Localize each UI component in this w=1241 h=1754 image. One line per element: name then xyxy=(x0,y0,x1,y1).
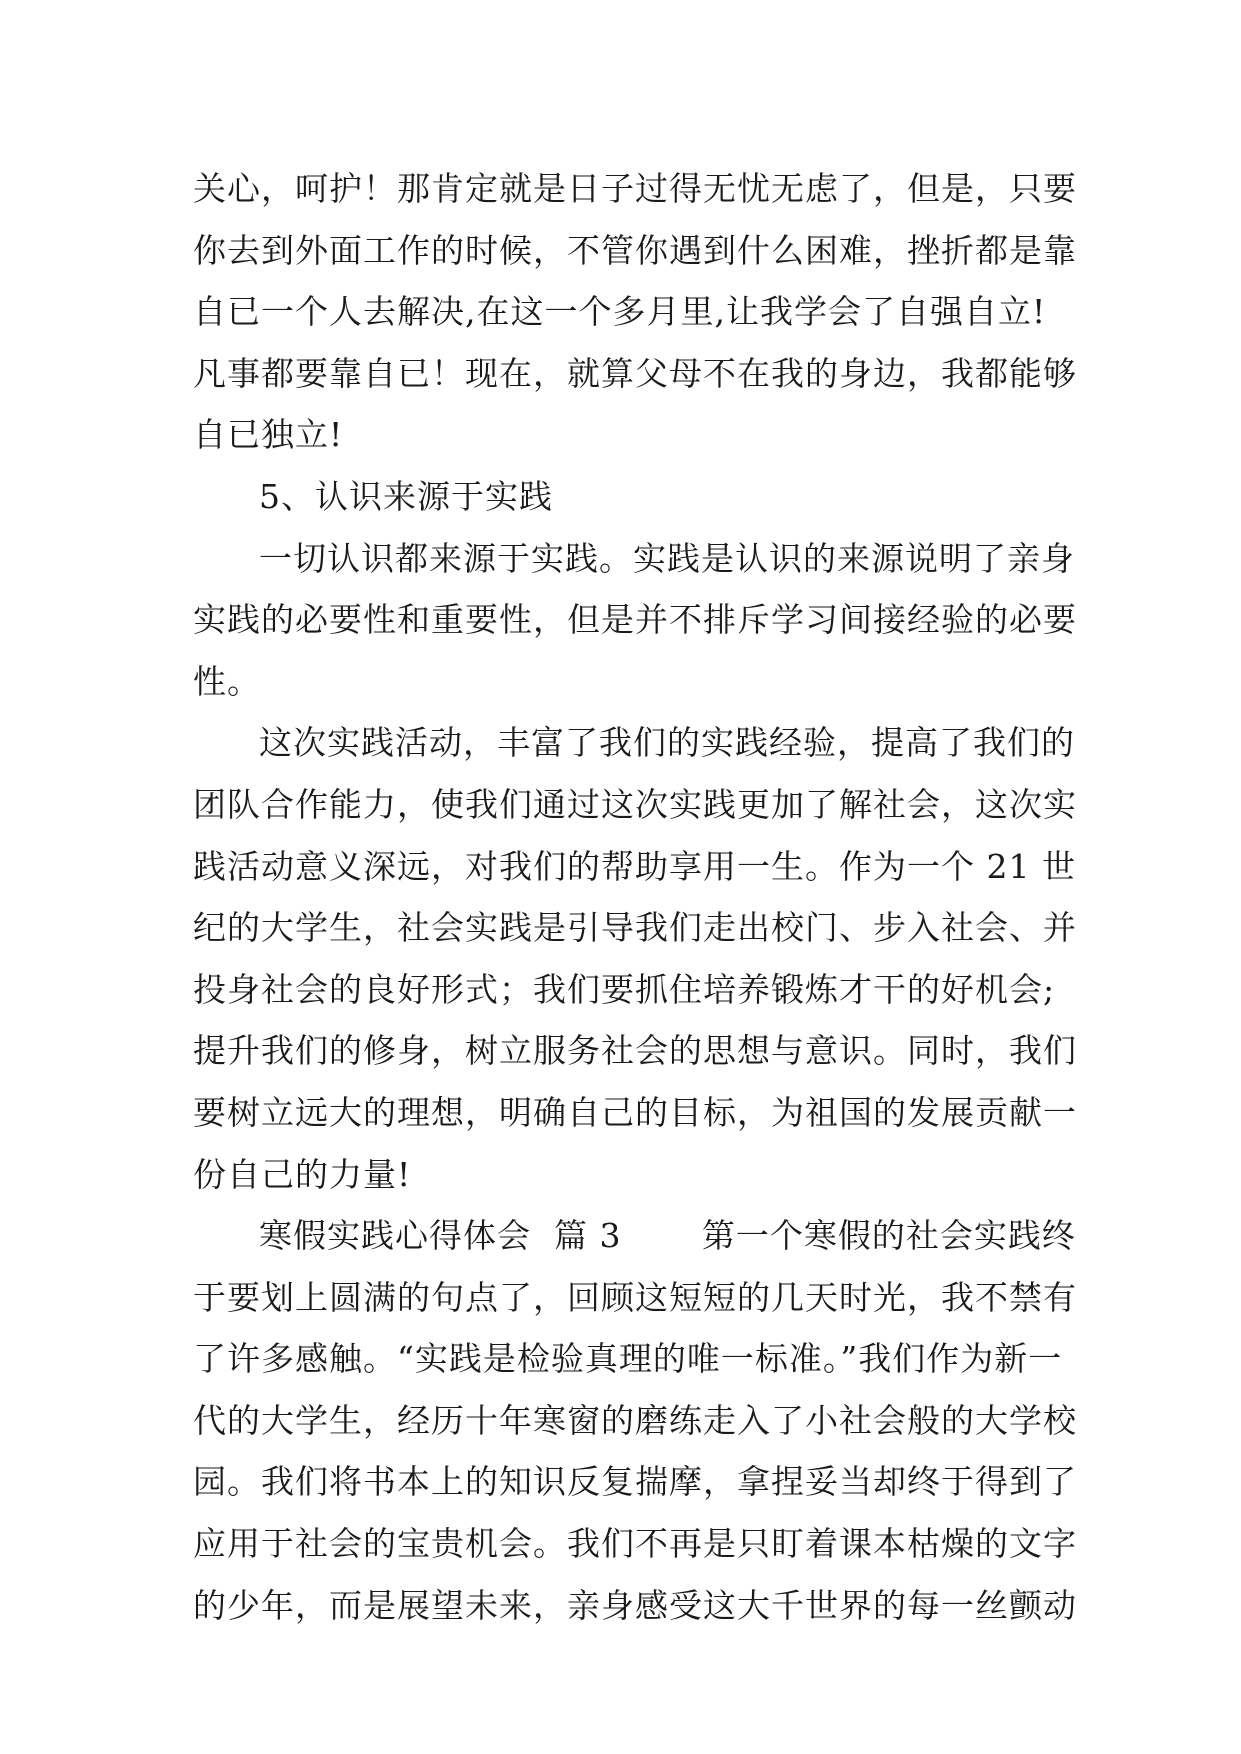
section-heading: 5、认识来源于实践 xyxy=(259,476,553,516)
text-line: 性。 xyxy=(193,661,261,701)
text-line: 了许多感触。“实践是检验真理的唯一标准。”我们作为新一 xyxy=(193,1339,1063,1379)
text-line: 这次实践活动，丰富了我们的实践经验，提高了我们的 xyxy=(259,723,1075,763)
text-line: 凡事都要靠自已！现在，就算父母不在我的身边，我都能够 xyxy=(193,353,1077,393)
text-line: 代的大学生，经历十年寒窗的磨练走入了小社会般的大学校 xyxy=(193,1400,1077,1440)
text-line: 于要划上圆满的句点了，回顾这短短的几天时光，我不禁有 xyxy=(193,1277,1077,1317)
text-line: 份自己的力量! xyxy=(193,1154,412,1194)
text-line: 团队合作能力，使我们通过这次实践更加了解社会，这次实 xyxy=(193,784,1077,824)
text-line: 园。我们将书本上的知识反复揣摩，拿捏妥当却终于得到了 xyxy=(193,1462,1077,1502)
text-line: 的少年，而是展望未来，亲身感受这大千世界的每一丝颤动 xyxy=(193,1585,1077,1625)
text-line: 践活动意义深远，对我们的帮助享用一生。作为一个 21 世 xyxy=(193,846,1076,886)
text-line: 实践的必要性和重要性，但是并不排斥学习间接经验的必要 xyxy=(193,600,1077,640)
text-line: 提升我们的修身，树立服务社会的思想与意识。同时，我们 xyxy=(193,1031,1077,1071)
text-line: 应用于社会的宝贵机会。我们不再是只盯着课本枯燥的文字 xyxy=(193,1524,1077,1564)
text-line: 要树立远大的理想，明确自己的目标，为祖国的发展贡献一 xyxy=(193,1092,1077,1132)
text-line: 你去到外面工作的时候，不管你遇到什么困难，挫折都是靠 xyxy=(193,230,1077,270)
text-line: 关心，呵护！那肯定就是日子过得无忧无虑了，但是，只要 xyxy=(193,169,1077,208)
text-line: 自已一个人去解决,在这一个多月里,让我学会了自强自立! xyxy=(193,292,1047,332)
article-title-line: 寒假实践心得体会 篇 3 第一个寒假的社会实践终 xyxy=(259,1216,1076,1256)
text-line: 自已独立! xyxy=(193,415,344,455)
text-line: 一切认识都来源于实践。实践是认识的来源说明了亲身 xyxy=(259,538,1075,578)
text-line: 纪的大学生，社会实践是引导我们走出校门、步入社会、并 xyxy=(193,908,1077,948)
text-line: 投身社会的良好形式；我们要抓住培养锻炼才干的好机会; xyxy=(193,969,1056,1009)
document-body xyxy=(193,158,1077,1636)
